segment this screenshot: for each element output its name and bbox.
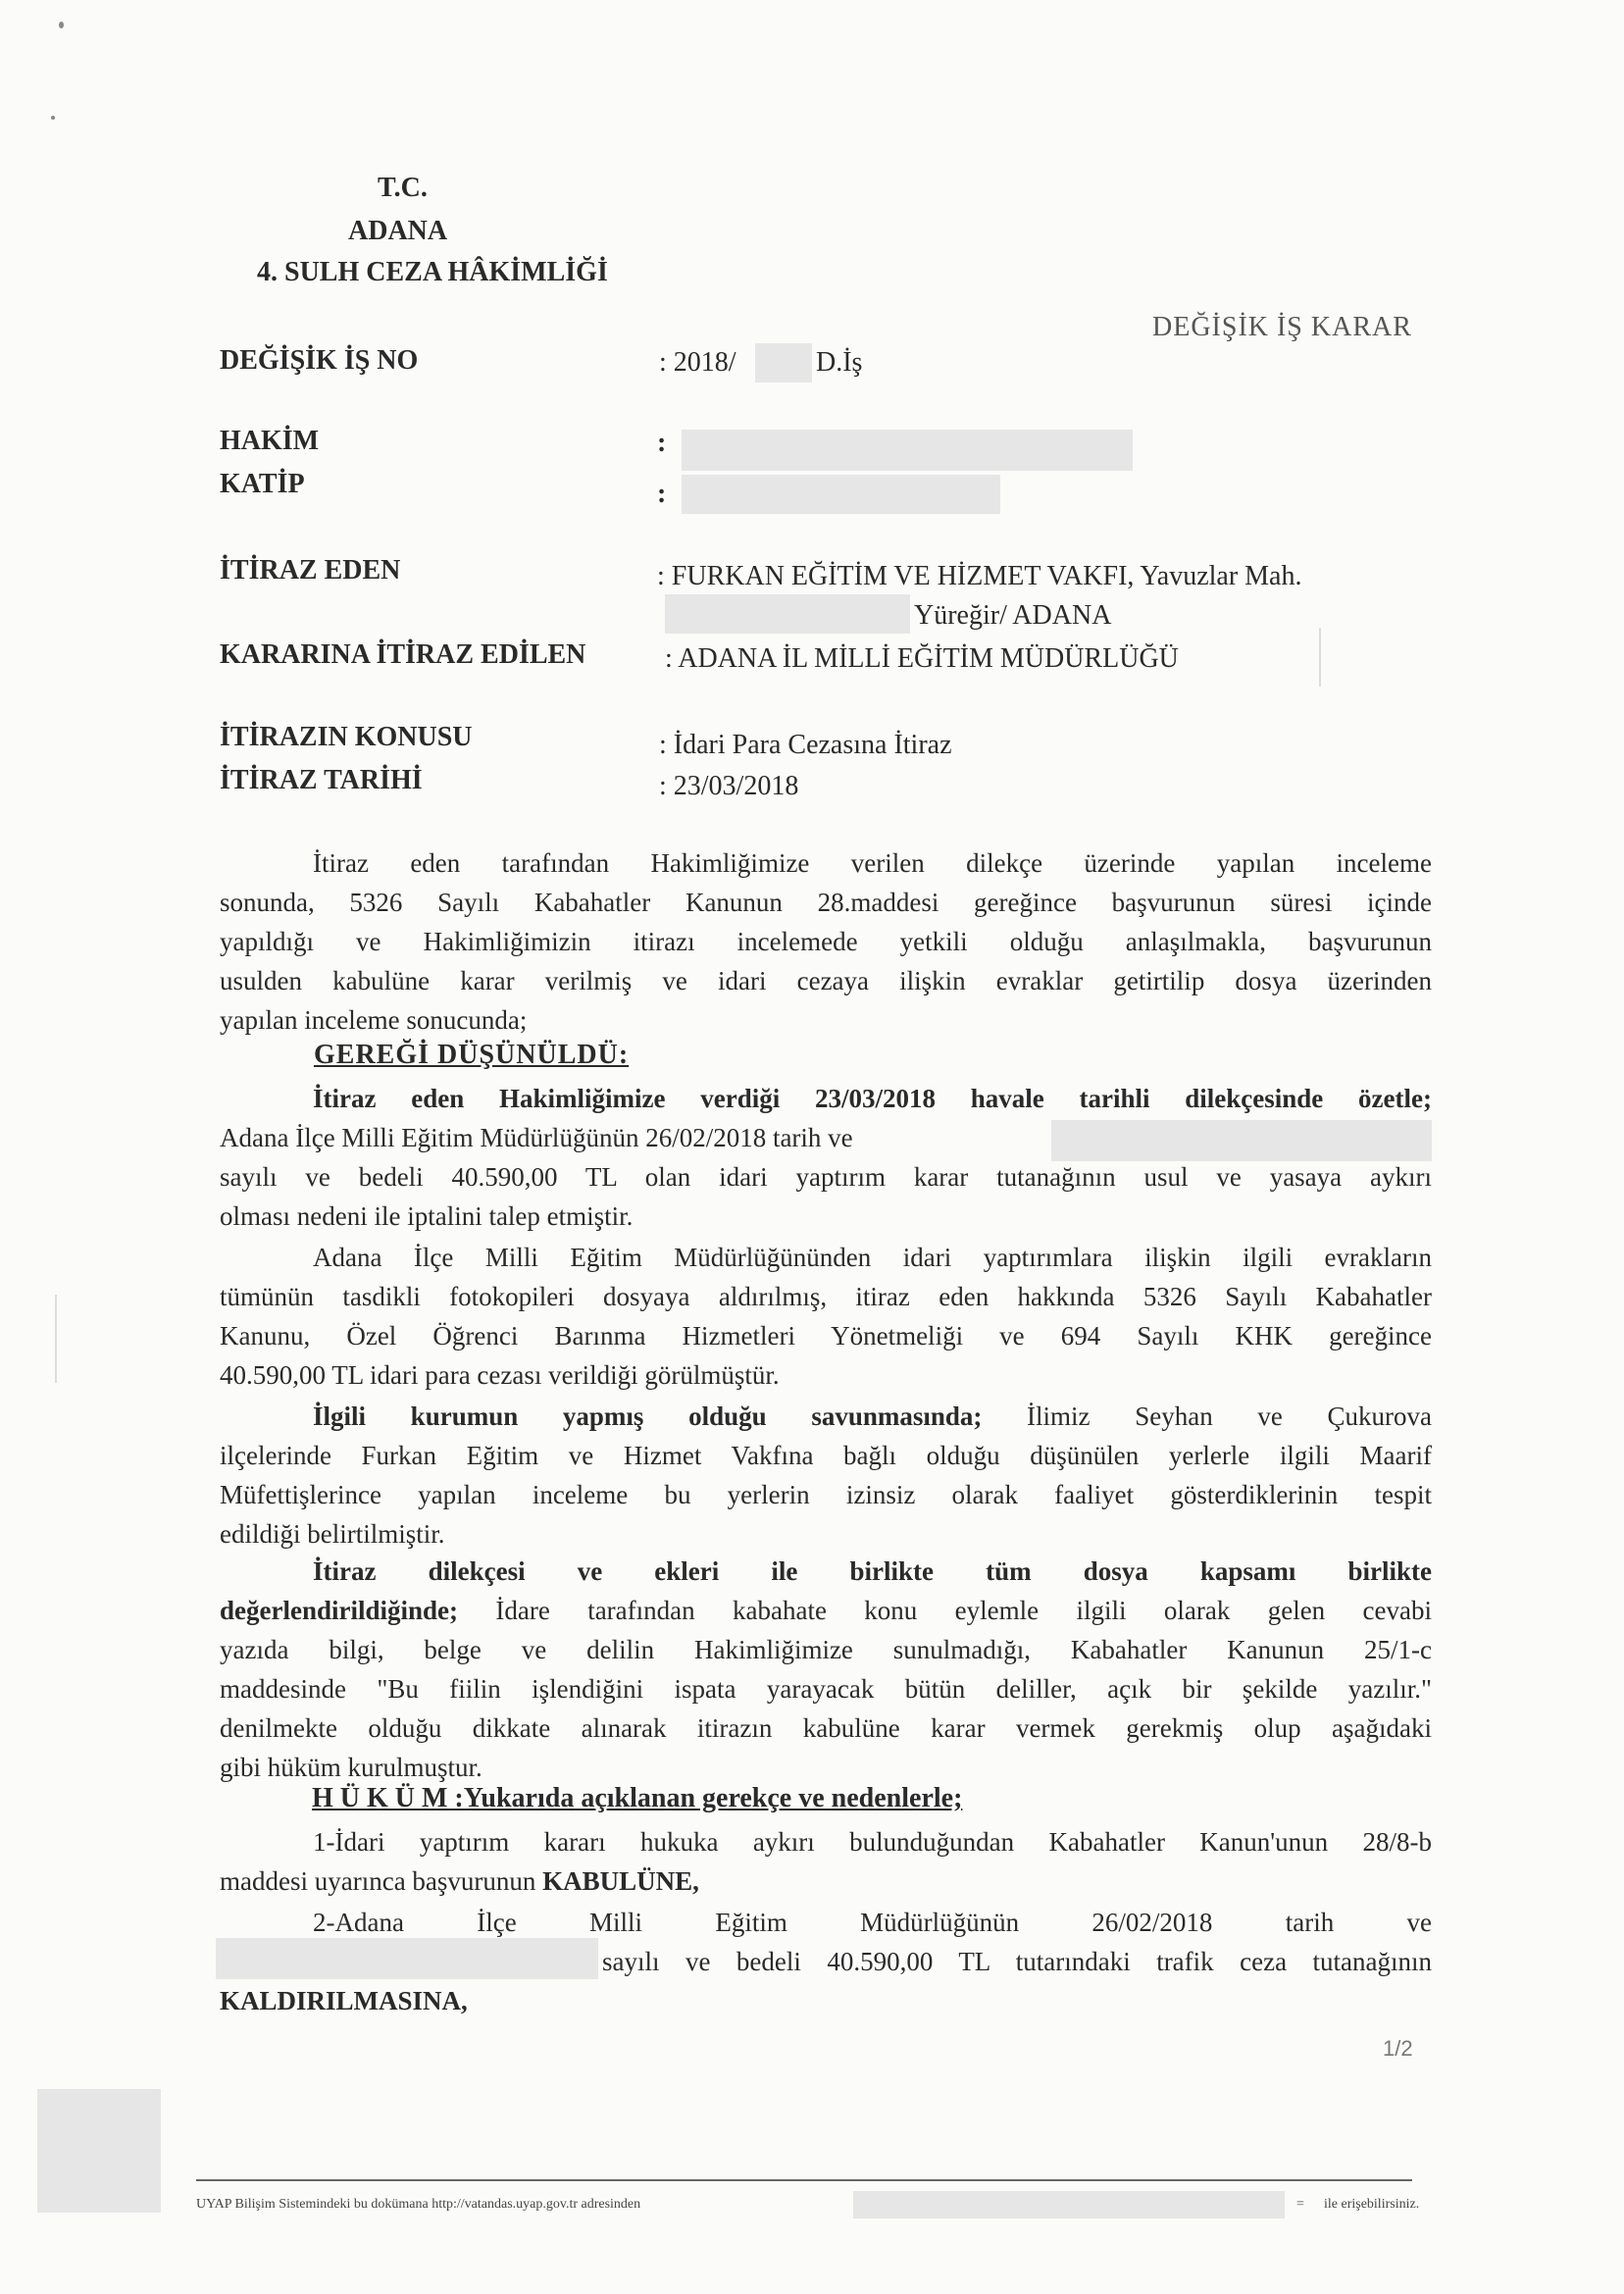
redaction-box bbox=[682, 475, 1000, 514]
section-heading-gereği: GEREĞİ DÜŞÜNÜLDÜ: bbox=[314, 1040, 630, 1070]
text-line: yapılan inceleme sonucunda; bbox=[220, 1005, 528, 1035]
header-court: 4. SULH CEZA HÂKİMLİĞİ bbox=[257, 257, 608, 287]
text-line: Kanunu, Özel Öğrenci Barınma Hizmetleri Yönetmeliği ve 694 Sayılı KHK gereğince bbox=[220, 1321, 1432, 1351]
text-line: Adana İlçe Milli Eğitim Müdürlüğünün 26/02/2018 tarih ve bbox=[220, 1123, 853, 1152]
redaction-box bbox=[755, 343, 812, 382]
document-type: DEĞİŞİK İŞ KARAR bbox=[1152, 312, 1412, 342]
itiraz-eden-value-2: Yüreğir/ ADANA bbox=[914, 600, 1112, 631]
konu-label: İTİRAZIN KONUSU bbox=[220, 722, 473, 752]
footer-text-left: UYAP Bilişim Sistemindeki bu dokümana http://vatandas.uyap.gov.tr adresinden bbox=[196, 2197, 641, 2212]
text-line: usulden kabulüne karar verilmiş ve idari cezaya ilişkin evraklar getirtilip dosya üzerinden bbox=[220, 966, 1432, 995]
itiraz-eden-label: İTİRAZ EDEN bbox=[220, 555, 401, 586]
karar-label: KARARINA İTİRAZ EDİLEN bbox=[220, 639, 586, 670]
scan-speck bbox=[59, 22, 64, 28]
text-line: gibi hüküm kurulmuştur. bbox=[220, 1753, 482, 1782]
is-no-prefix: : 2018/ bbox=[659, 347, 736, 378]
redaction-box bbox=[665, 594, 910, 634]
text-line: edildiği belirtilmiştir. bbox=[220, 1519, 445, 1549]
text-line: 1-İdari yaptırım kararı hukuka aykırı bulunduğundan Kabahatler Kanun'unun 28/8-b bbox=[313, 1827, 1432, 1857]
text-line: Adana İlçe Milli Eğitim Müdürlüğününden idari yaptırımlara ilişkin ilgili evrakların bbox=[313, 1243, 1432, 1272]
header-city: ADANA bbox=[348, 216, 448, 246]
footer-rule bbox=[196, 2179, 1412, 2181]
text-line: sonunda, 5326 Sayılı Kabahatler Kanunun 28.maddesi gereğince başvurunun süresi içinde bbox=[220, 888, 1432, 917]
redaction-box bbox=[1051, 1120, 1432, 1161]
text-line: yapıldığı ve Hakimliğimizin itirazı incelemede yetkili olduğu anlaşılmakla, başvurunun bbox=[220, 927, 1432, 956]
text-line: İtiraz eden Hakimliğimize verdiği 23/03/2018 havale tarihli dilekçesinde özetle; bbox=[313, 1084, 1432, 1113]
redaction-box bbox=[37, 2089, 161, 2213]
text-line: tümünün tasdikli fotokopileri dosyaya aldırılmış, itiraz eden hakkında 5326 Sayılı Kabahatler bbox=[220, 1282, 1432, 1311]
text-line: İtiraz eden tarafından Hakimliğimize verilen dilekçe üzerinde yapılan inceleme bbox=[313, 848, 1432, 878]
tarih-value: : 23/03/2018 bbox=[659, 771, 799, 801]
paragraph-hukum-1 bbox=[220, 1822, 1432, 1901]
redaction-box bbox=[853, 2191, 1285, 2218]
bold-text: değerlendirildiğinde; bbox=[220, 1596, 458, 1625]
scan-mark bbox=[1319, 628, 1321, 687]
hakim-label: HAKİM bbox=[220, 426, 320, 456]
text-line bbox=[220, 1397, 1432, 1436]
itiraz-eden-value: : FURKAN EĞİTİM VE HİZMET VAKFI, Yavuzlar Mah. bbox=[657, 561, 1302, 591]
bold-text: İlgili kurumun yapmış olduğu savunmasında; bbox=[313, 1402, 983, 1431]
paragraph-savunma bbox=[220, 1397, 1432, 1554]
katip-label: KATİP bbox=[220, 469, 305, 499]
konu-value: : İdari Para Cezasına İtiraz bbox=[659, 730, 952, 760]
paragraph-intro bbox=[220, 843, 1432, 1040]
text-line: olması nedeni ile iptalini talep etmiştir. bbox=[220, 1201, 634, 1231]
text-segment: maddesi uyarınca başvurunun bbox=[220, 1866, 543, 1896]
text-line: 2-Adana İlçe Milli Eğitim Müdürlüğünün 26/02/2018 tarih ve bbox=[313, 1908, 1432, 1937]
section-heading-hukum: H Ü K Ü M :Yukarıda açıklanan gerekçe ve nedenlerle; bbox=[312, 1783, 963, 1813]
karar-value: : ADANA İL MİLLİ EĞİTİM MÜDÜRLÜĞÜ bbox=[665, 643, 1179, 674]
paragraph-degerlendirme bbox=[220, 1552, 1432, 1787]
header-tc: T.C. bbox=[378, 173, 428, 203]
tarih-label: İTİRAZ TARİHİ bbox=[220, 765, 423, 795]
redaction-box bbox=[216, 1938, 598, 1979]
text-line: denilmekte olduğu dikkate alınarak itirazın kabulüne karar vermek gerekmiş olup aşağıdaki bbox=[220, 1713, 1432, 1743]
text-line: 40.590,00 TL idari para cezası verildiği görülmüştür. bbox=[220, 1360, 780, 1390]
is-no-label: DEĞİŞİK İŞ NO bbox=[220, 345, 419, 376]
katip-colon: : bbox=[657, 479, 667, 509]
text-line: maddesinde "Bu fiilin işlendiğini ispata yarayacak bütün deliller, açık bir şekilde yazılır." bbox=[220, 1674, 1432, 1704]
text-line bbox=[220, 1861, 1432, 1901]
bold-text: KABULÜNE, bbox=[542, 1866, 699, 1896]
text-line: KALDIRILMASINA, bbox=[220, 1986, 468, 2015]
text-line: sayılı ve bedeli 40.590,00 TL olan idari yaptırım karar tutanağının usul ve yasaya aykırı bbox=[220, 1162, 1432, 1192]
hakim-colon: : bbox=[657, 428, 667, 458]
text-line: yazıda bilgi, belge ve delilin Hakimliğimize sunulmadığı, Kabahatler Kanunun 25/1-c bbox=[220, 1635, 1432, 1664]
scan-mark bbox=[55, 1295, 57, 1383]
page-number: 1/2 bbox=[1383, 2036, 1413, 2061]
footer-marker: = bbox=[1296, 2197, 1304, 2212]
text-line: sayılı ve bedeli 40.590,00 TL tutarındaki trafik ceza tutanağının bbox=[602, 1947, 1432, 1976]
text-line: Müfettişlerince yapılan inceleme bu yerlerin izinsiz olarak faaliyet gösterdiklerinin tespit bbox=[220, 1480, 1432, 1509]
text-segment: İdare tarafından kabahate konu eylemle ilgili olarak gelen cevabi bbox=[458, 1596, 1432, 1625]
text-segment: İlimiz Seyhan ve Çukurova bbox=[982, 1402, 1433, 1431]
text-line: İtiraz dilekçesi ve ekleri ile birlikte tüm dosya kapsamı birlikte bbox=[313, 1556, 1432, 1586]
is-no-suffix: D.İş bbox=[816, 347, 863, 378]
text-line bbox=[220, 1591, 1432, 1630]
redaction-box bbox=[682, 430, 1133, 471]
scan-speck bbox=[51, 116, 55, 120]
paragraph-evrak bbox=[220, 1238, 1432, 1395]
text-line: ilçelerinde Furkan Eğitim ve Hizmet Vakfına bağlı olduğu düşünülen yerlerle ilgili Maarif bbox=[220, 1441, 1432, 1470]
footer-text-right: ile erişebilirsiniz. bbox=[1324, 2197, 1420, 2212]
